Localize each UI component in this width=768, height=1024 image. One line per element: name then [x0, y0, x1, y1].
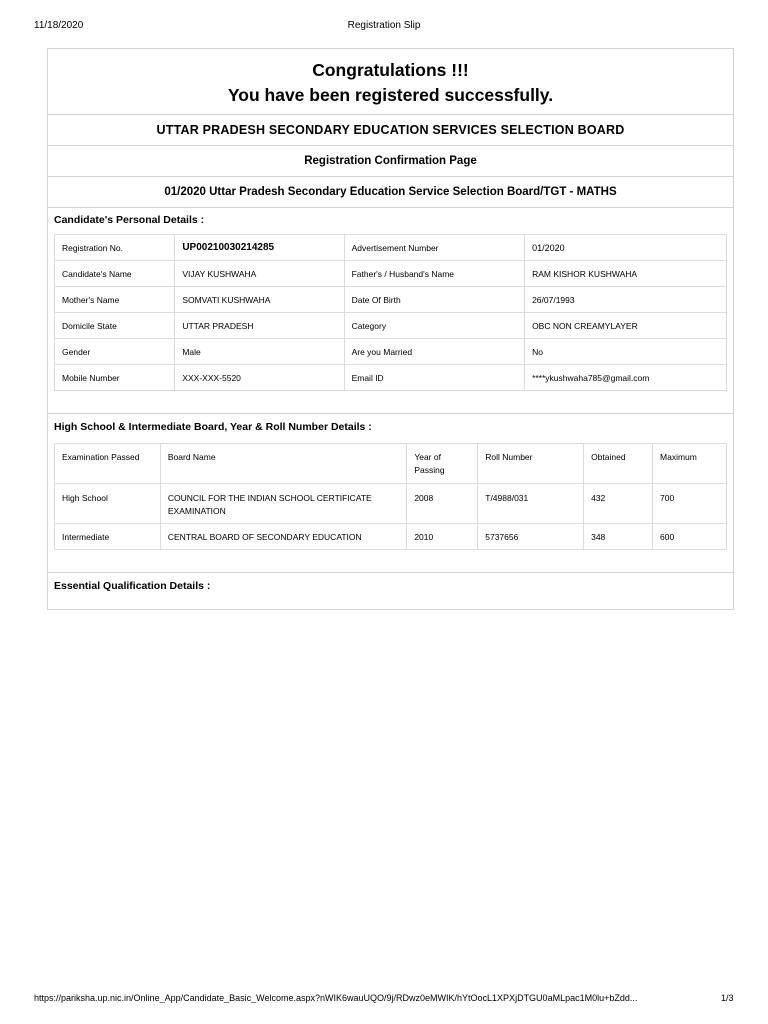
registration-slip-panel [47, 48, 734, 610]
table-row [55, 484, 727, 524]
email-value: ****ykushwaha785@gmail.com [525, 365, 727, 391]
mother-name-value: SOMVATI KUSHWAHA [175, 287, 344, 313]
field-label: Mother's Name [55, 287, 175, 313]
category-value: OBC NON CREAMYLAYER [525, 313, 727, 339]
print-date: 11/18/2020 [34, 20, 84, 31]
field-label: Category [344, 313, 524, 339]
table-row [55, 339, 727, 365]
print-title: Registration Slip [347, 20, 421, 31]
year-cell: 2008 [407, 484, 478, 524]
married-value: No [525, 339, 727, 365]
board-cell: COUNCIL FOR THE INDIAN SCHOOL CERTIFICATE EXAMINATION [160, 484, 406, 524]
gender-value: Male [175, 339, 344, 365]
column-header: Obtained [584, 444, 653, 484]
field-label: Email ID [344, 365, 524, 391]
roll-cell: 5737656 [478, 524, 584, 550]
exam-cell: High School [55, 484, 161, 524]
table-row [55, 235, 727, 261]
personal-details-table [54, 234, 727, 391]
page-heading: Registration Confirmation Page [48, 146, 733, 177]
maximum-cell: 600 [653, 524, 727, 550]
column-header: Board Name [160, 444, 406, 484]
table-header-row [55, 444, 727, 484]
board-name: UTTAR PRADESH SECONDARY EDUCATION SERVICES SELECTION BOARD [48, 115, 733, 146]
field-label: Date Of Birth [344, 287, 524, 313]
obtained-cell: 348 [584, 524, 653, 550]
maximum-cell: 700 [653, 484, 727, 524]
page-url: https://pariksha.up.nic.in/Online_App/Candidate_Basic_Welcome.aspx?nWIK6wauUQO/9j/RDwz0eMWIK/hYtOocL1XPXjDTGU0aMLpac1M0lu+bZdd... [34, 993, 638, 1003]
board-cell: CENTRAL BOARD OF SECONDARY EDUCATION [160, 524, 406, 550]
field-label: Advertisement Number [344, 235, 524, 261]
table-row [55, 365, 727, 391]
column-header: Maximum [653, 444, 727, 484]
year-cell: 2010 [407, 524, 478, 550]
page-number: 1/3 [721, 993, 734, 1003]
candidate-name-value: VIJAY KUSHWAHA [175, 261, 344, 287]
exam-cell: Intermediate [55, 524, 161, 550]
field-label: Domicile State [55, 313, 175, 339]
field-label: Gender [55, 339, 175, 365]
father-name-value: RAM KISHOR KUSHWAHA [525, 261, 727, 287]
column-header: Year of Passing [407, 444, 478, 484]
field-label: Mobile Number [55, 365, 175, 391]
registration-number-value: UP00210030214285 [175, 235, 344, 261]
mobile-number-value: XXX-XXX-5520 [175, 365, 344, 391]
field-label: Registration No. [55, 235, 175, 261]
field-label: Candidate's Name [55, 261, 175, 287]
exam-details-table [54, 443, 727, 550]
field-label: Father's / Husband's Name [344, 261, 524, 287]
advertisement-number-value: 01/2020 [525, 235, 727, 261]
table-row [55, 287, 727, 313]
date-of-birth-value: 26/07/1993 [525, 287, 727, 313]
qualification-details-title: Essential Qualification Details : [54, 580, 211, 592]
domicile-state-value: UTTAR PRADESH [175, 313, 344, 339]
personal-details-title: Candidate's Personal Details : [54, 214, 205, 226]
table-row [55, 313, 727, 339]
exam-details-title: High School & Intermediate Board, Year & Roll Number Details : [54, 421, 372, 433]
advertisement-title: 01/2020 Uttar Pradesh Secondary Education Service Selection Board/TGT - MATHS [48, 177, 733, 208]
column-header: Roll Number [478, 444, 584, 484]
roll-cell: T/4988/031 [478, 484, 584, 524]
table-row [55, 261, 727, 287]
field-label: Are you Married [344, 339, 524, 365]
table-row [55, 524, 727, 550]
column-header: Examination Passed [55, 444, 161, 484]
obtained-cell: 432 [584, 484, 653, 524]
success-message: You have been registered successfully. [227, 85, 554, 105]
congratulations-heading: Congratulations !!! [312, 60, 469, 80]
congratulations-banner [48, 49, 733, 115]
